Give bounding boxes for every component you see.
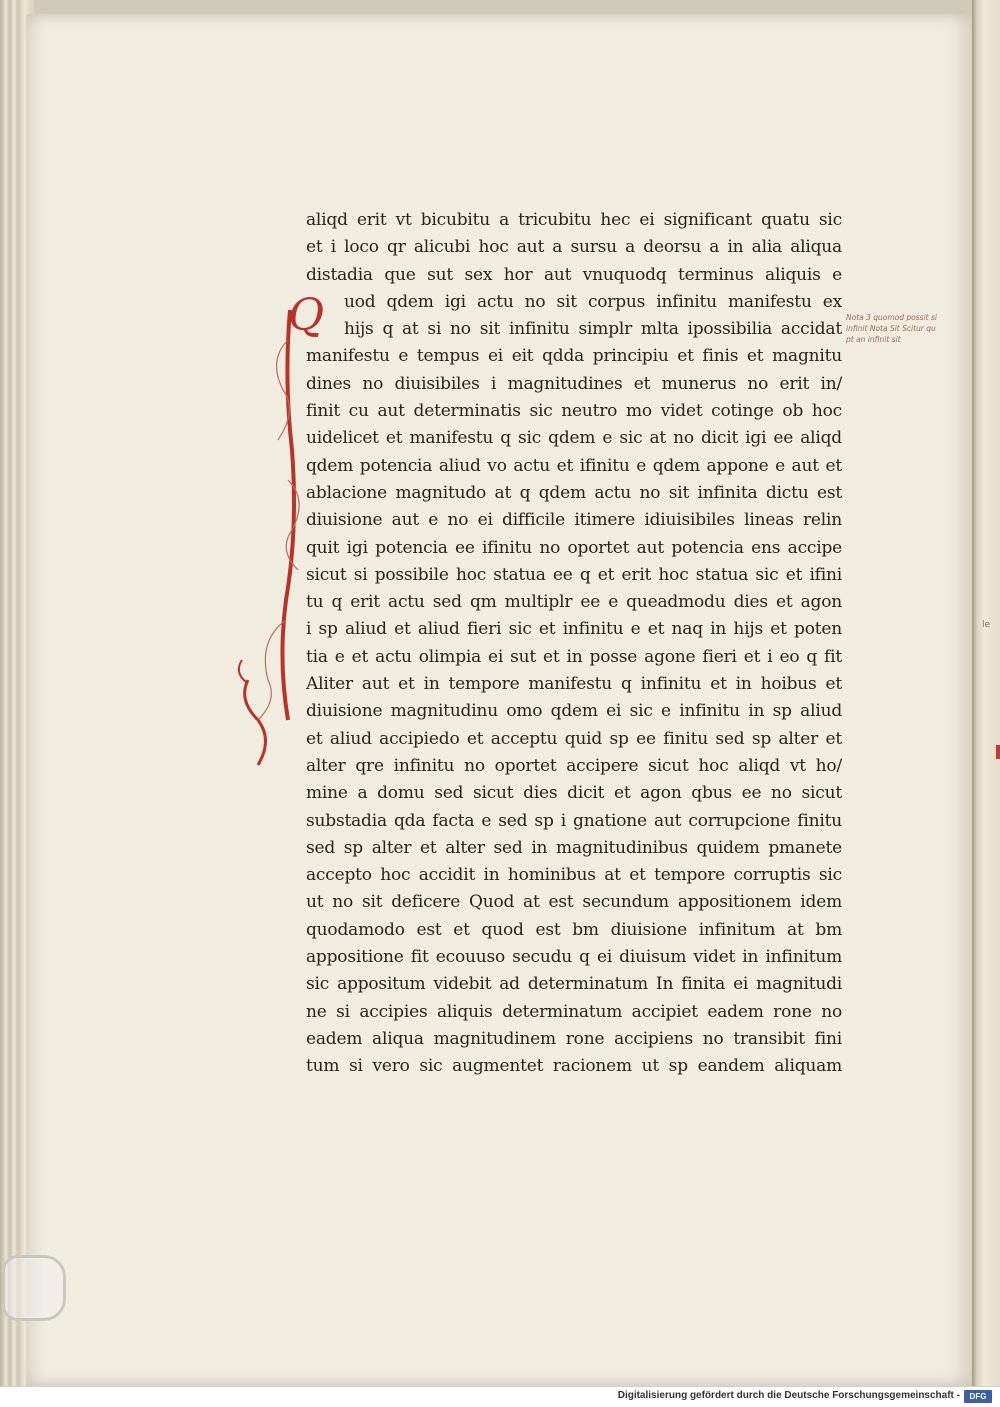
text-line: substadia qda facta e sed sp i gnatione aut corrupcione finitu: [306, 810, 842, 831]
initial-letter: Q: [288, 290, 325, 341]
marginal-annotation-line: pt an infinit sit: [846, 335, 901, 344]
text-line: sic appositum videbit ad determinatum In finita ei magnitudi: [306, 974, 842, 995]
text-line: diuisione aut e no ei difficile itimere idiuisibiles lineas relin: [306, 510, 842, 531]
text-line: ut no sit deficere Quod at est secundum appositionem idem: [306, 892, 842, 913]
rubric-penwork-decoration: [228, 300, 308, 780]
text-line: et i loco qr alicubi hoc aut a sursu a deorsu a in alia aliqua: [306, 237, 842, 258]
marginal-annotation-line: infinit Nota Sit Scitur qu: [846, 324, 936, 333]
text-line: dines no diuisibiles i magnitudines et munerus no erit in/: [306, 373, 842, 394]
book-gutter-right: [972, 0, 1000, 1386]
text-line: et aliud accipiedo et acceptu quid sp ee finitu sed sp alter et: [306, 728, 842, 749]
text-line: hijs q at si no sit infinitu simplr mlta ipossibilia accidat: [344, 319, 842, 340]
text-line: i sp aliud et aliud fieri sic et infinitu e et naq in hijs et poten: [306, 619, 842, 640]
text-line: ne si accipies aliquis determinatum accipiet eadem rone no: [306, 1001, 842, 1022]
funding-credit: Digitalisierung gefördert durch die Deutsche Forschungsgemeinschaft -: [617, 1390, 960, 1401]
marginal-annotation: [846, 312, 972, 345]
text-line: quit igi potencia ee ifinitu no oportet aut potencia ens accipe: [306, 537, 842, 558]
text-line: aliqd erit vt bicubitu a tricubitu hec ei significant quatu sic: [306, 210, 842, 230]
text-line: alter qre infinitu no oportet accipere sicut hoc aliqd vt ho/: [306, 755, 842, 776]
text-line: tum si vero sic augmentet racionem ut sp eandem aliquam: [306, 1056, 842, 1077]
text-line: finit cu aut determinatis sic neutro mo videt cotinge ob hoc: [306, 401, 842, 422]
page-clip: [2, 1255, 66, 1321]
manuscript-text-block: [306, 207, 842, 1081]
rubric-mark-right: [996, 745, 1000, 759]
text-line: tu q erit actu sed qm multiplr ee e queadmodu dies et agon: [306, 592, 842, 613]
text-line: manifestu e tempus ei eit qdda principiu et finis et magnitu: [306, 346, 842, 367]
text-line: ablacione magnitudo at q qdem actu no sit infinita dictu est: [306, 482, 842, 503]
text-line: qdem potencia aliud vo actu et ifinitu e qdem appone e aut et: [306, 455, 842, 476]
text-line: sed sp alter et alter sed in magnitudinibus quidem pmanete: [306, 837, 842, 858]
text-line: quodamodo est et quod est bm diuisione infinitum at bm: [306, 919, 842, 940]
text-line: eadem aliqua magnitudinem rone accipiens no transibit fini: [306, 1028, 842, 1049]
text-line: appositione fit ecouuso secudu q ei diuisum videt in infinitum: [306, 947, 842, 968]
text-line: sicut si possibile hoc statua ee q et erit hoc statua sic et ifini: [306, 564, 842, 585]
text-line: uod qdem igi actu no sit corpus infinitu manifestu ex: [344, 291, 842, 312]
text-line: Aliter aut et in tempore manifestu q infinitu et in hoibus et: [306, 674, 842, 695]
text-line: diuisione magnitudinu omo qdem ei sic e infinitu in sp aliud: [306, 701, 842, 722]
text-line: accepto hoc accidit in hominibus at et tempore corruptis sic: [306, 865, 842, 886]
text-line: tia e et actu olimpia ei sut et in posse agone fieri et i eo q fit: [306, 646, 842, 667]
marginal-annotation-line: Nota 3 quomod possit si: [846, 313, 937, 322]
text-line: uidelicet et manifestu q sic qdem e sic at no dicit igi ee aliqd: [306, 428, 842, 449]
footer-bar: [0, 1386, 1000, 1407]
right-margin-note: le: [982, 620, 991, 630]
text-line: distadia que sut sex hor aut vnuquodq terminus aliquis e: [306, 264, 842, 285]
dfg-logo: DFG: [964, 1390, 992, 1403]
text-line: mine a domu sed sicut dies dicit et agon qbus ee no sicut: [306, 783, 842, 804]
